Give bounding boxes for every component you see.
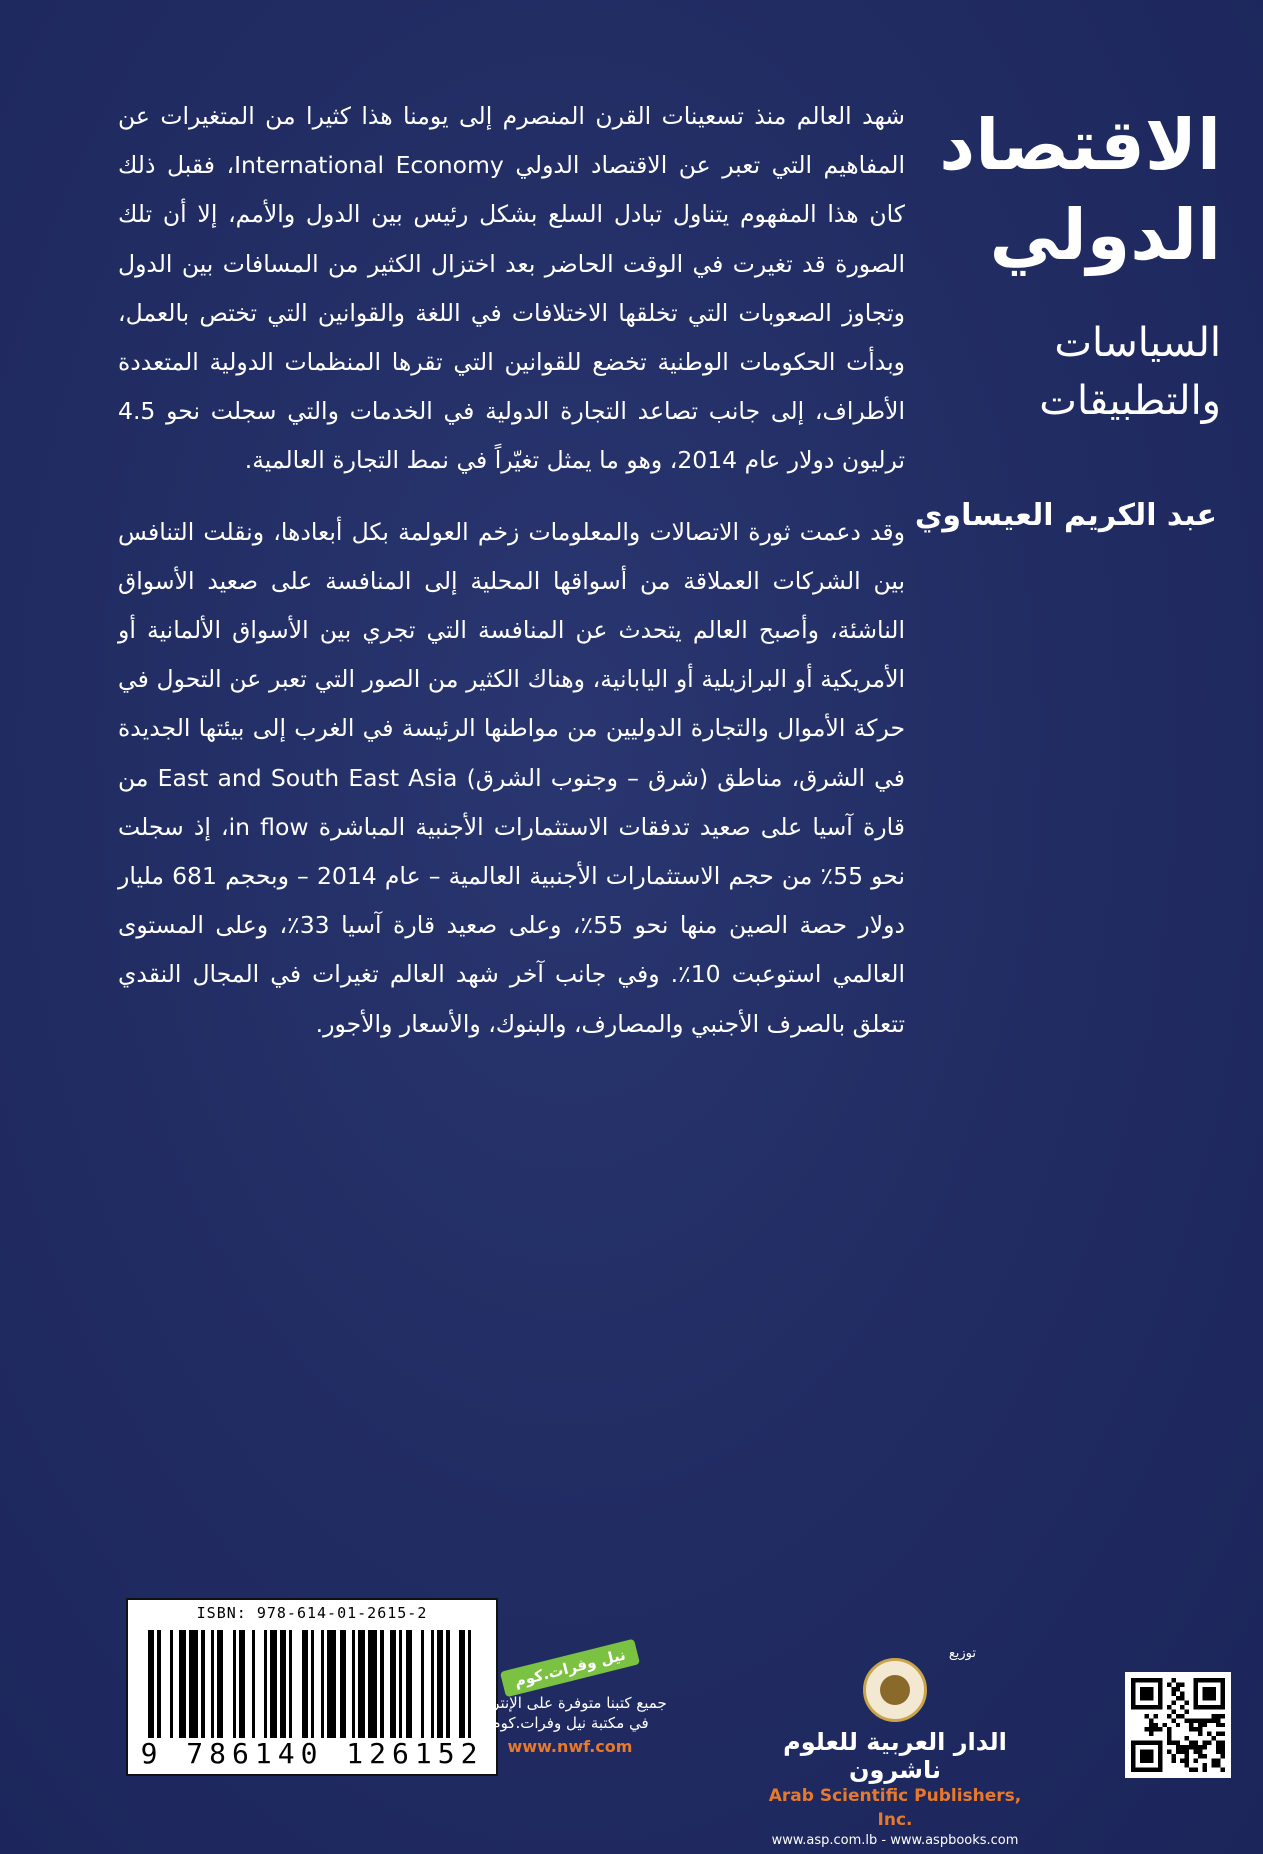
barcode-bar	[223, 1630, 232, 1738]
barcode-bar	[292, 1630, 301, 1738]
barcode-bar	[255, 1630, 264, 1738]
qr-code-icon	[1125, 1672, 1231, 1778]
author-name: عبد الكريم العيساوي	[914, 498, 1217, 533]
book-title-line1: الاقتصاد	[939, 104, 1221, 186]
blurb-text	[118, 92, 905, 1049]
nwf-logo-badge: نيل وفرات.كوم	[500, 1639, 640, 1698]
isbn-label: ISBN: 978-614-01-2615-2	[196, 1604, 428, 1622]
nwf-line-2: في مكتبة نيل وفرات.كوم	[491, 1714, 649, 1732]
book-title-line2: الدولي	[989, 194, 1221, 276]
title-block	[921, 100, 1221, 430]
barcode-bar	[412, 1630, 421, 1738]
book-subtitle-line1: السياسات	[1054, 320, 1221, 366]
publisher-name-ar: الدار العربية للعلوم ناشرون	[783, 1728, 1007, 1784]
isbn-digits: 9 786140 126152	[140, 1737, 484, 1770]
publisher-logo-icon	[863, 1658, 927, 1722]
barcode-bars	[148, 1630, 478, 1738]
subtitle-block	[921, 314, 1221, 430]
barcode-bar	[368, 1630, 377, 1738]
blurb-paragraph-1: شهد العالم منذ تسعينات القرن المنصرم إلى يومنا هذا كثيرا من المتغيرات عن المفاهيم التي تعبر عن الاقتصاد الدولي International Economy، فقبل ذلك كان هذا المفهوم يتناول تبادل السلع بشكل رئيس بين الدول والأمم، إلا أن تلك الصورة قد تغيرت في الوقت الحاضر بعد اختزال الكثير من المسافات بين الدول وتجاوز الصعوبات التي تخلقها الاختلافات في اللغة والقوانين التي تختص بالعمل، وبدأت الحكومات الوطنية تخضع للقوانين التي تقرها المنظمات الدولية المتعددة الأطراف، إلى جانب تصاعد التجارة الدولية في الخدمات والتي سجلت نحو 4.5 ترليون دولار عام 2014، وهو ما يمثل تغيّراً في نمط التجارة العالمية.	[118, 102, 905, 475]
distribution-label: توزيع	[948, 1646, 976, 1661]
book-subtitle-line2: والتطبيقات	[1039, 378, 1221, 424]
nwf-block	[440, 1645, 700, 1756]
nwf-url: www.nwf.com	[507, 1737, 633, 1756]
barcode-bar	[327, 1630, 336, 1738]
publisher-websites: www.asp.com.lb - www.aspbooks.com	[771, 1833, 1019, 1848]
publisher-name-en: Arab Scientific Publishers, Inc.	[768, 1786, 1022, 1830]
barcode-bar	[189, 1630, 198, 1738]
nwf-line-1: جميع كتبنا متوفرة على الإنترنت	[473, 1694, 667, 1712]
blurb-paragraph-2: وقد دعمت ثورة الاتصالات والمعلومات زخم العولمة بكل أبعادها، ونقلت التنافس بين الشركات العملاقة من أسواقها المحلية إلى المنافسة على صعيد الأسواق الناشئة، وأصبح العالم يتحدث عن المنافسة التي تجري بين الأسواق الألمانية أو الأمريكية أو البرازيلية أو اليابانية، وهناك الكثير من الصور التي تعبر عن التحول في حركة الأموال والتجارة الدوليين من مواطنها الرئيسة في الغرب إلى بيئتها الجديدة في الشرق، مناطق (شرق – وجنوب الشرق) East and South East Asia من قارة آسيا على صعيد تدفقات الاستثمارات الأجنبية المباشرة in flow، إذ سجلت نحو 55٪ من حجم الاستثمارات الأجنبية العالمية – عام 2014 – وبحجم 681 مليار دولار حصة الصين منها نحو 55٪، وعلى صعيد قارة آسيا 33٪، وعلى المستوى العالمي استوعبت 10٪. وفي جانب آخر شهد العالم تغيرات في المجال النقدي تتعلق بالصرف الأجنبي والمصارف، والبنوك، والأسعار والأجور.	[118, 517, 906, 1038]
publisher-block	[750, 1646, 1040, 1850]
barcode-bar	[161, 1630, 170, 1738]
